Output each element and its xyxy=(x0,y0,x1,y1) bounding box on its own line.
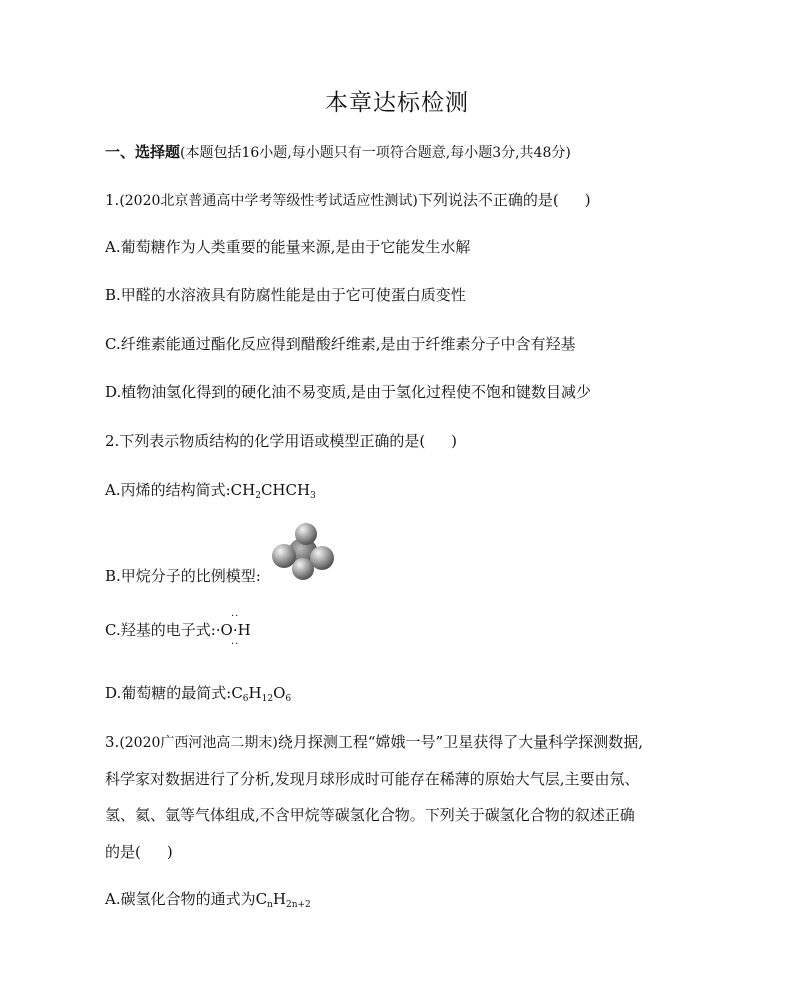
question-1-text: 下列说法不正确的是( xyxy=(417,191,559,209)
option-d-text-3: O xyxy=(273,684,286,702)
question-2-close: ) xyxy=(451,432,458,450)
option-d-text: D.葡萄糖的最简式:C xyxy=(105,684,243,702)
question-3-line-3: 氢、氦、氩等气体组成,不含甲烷等碳氢化合物。下列关于碳氢化合物的叙述正确 xyxy=(105,806,635,824)
hydrogen-atom-sphere xyxy=(272,544,296,568)
question-1-option-c: C.纤维素能通过酯化反应得到醋酸纤维素,是由于纤维素分子中含有羟基 xyxy=(105,335,576,353)
question-1-source: (2020北京普通高中学考等级性考试适应性测试) xyxy=(119,193,418,209)
question-1-number: 1. xyxy=(105,191,120,209)
subscript: 12 xyxy=(261,694,274,704)
question-2-option-c xyxy=(105,619,251,641)
option-d-text-2: H xyxy=(248,684,262,702)
question-3-line-1 xyxy=(105,731,643,754)
question-2-option-a xyxy=(105,479,316,501)
subscript: 2 xyxy=(255,491,261,501)
subscript: 3 xyxy=(310,491,316,501)
question-1-stem xyxy=(105,189,591,212)
question-3-number: 3. xyxy=(105,733,120,751)
question-1-close: ) xyxy=(584,191,591,209)
section-note: (本题包括16小题,每小题只有一项符合题意,每小题3分,共48分) xyxy=(180,145,571,161)
section-heading-line xyxy=(105,141,571,164)
question-3-source: (2020广西河池高二期末) xyxy=(119,735,278,751)
option-a-text-2: H xyxy=(272,890,286,908)
methane-space-filling-model xyxy=(270,522,336,582)
lone-pair-dots-top: ·· xyxy=(231,611,240,622)
subscript: 6 xyxy=(242,694,249,704)
subscript: n xyxy=(267,900,273,910)
question-1-option-b: B.甲醛的水溶液具有防腐性能是由于它可使蛋白质变性 xyxy=(105,286,466,304)
subscript: 6 xyxy=(285,694,292,704)
hydroxyl-electron-formula: ·O·H xyxy=(215,621,251,639)
question-1-option-a: A.葡萄糖作为人类重要的能量来源,是由于它能发生水解 xyxy=(105,238,471,256)
hydrogen-atom-sphere xyxy=(292,558,314,580)
question-3-line-2: 科学家对数据进行了分析,发现月球形成时可能存在稀薄的原始大气层,主要由氖、 xyxy=(105,770,640,788)
option-c-text: C.羟基的电子式: xyxy=(105,621,216,639)
question-3-close: ) xyxy=(166,843,173,861)
hydrogen-atom-sphere xyxy=(295,523,317,545)
question-2-stem xyxy=(105,430,457,452)
lone-pair-dots-bottom: ·· xyxy=(231,639,240,650)
question-3-text-4: 的是( xyxy=(105,843,141,861)
option-a-text: A.碳氢化合物的通式为C xyxy=(105,890,268,908)
question-3-option-a xyxy=(105,888,311,910)
section-heading: 一、选择题 xyxy=(105,143,181,161)
question-1-option-d: D.植物油氢化得到的硬化油不易变质,是由于氢化过程使不饱和键数目减少 xyxy=(105,383,592,401)
subscript: 2n+2 xyxy=(285,900,311,910)
question-2-option-d xyxy=(105,682,291,704)
page-title: 本章达标检测 xyxy=(325,90,469,116)
question-2-text: 2.下列表示物质结构的化学用语或模型正确的是( xyxy=(105,432,426,450)
option-a-text: A.丙烯的结构简式:CH xyxy=(105,481,256,499)
question-3-line-4 xyxy=(105,841,173,863)
question-3-text-1: 绕月探测工程“嫦娥一号”卫星获得了大量科学探测数据, xyxy=(277,733,643,751)
question-2-option-b: B.甲烷分子的比例模型: xyxy=(105,567,261,585)
option-a-text-2: CHCH xyxy=(260,481,311,499)
